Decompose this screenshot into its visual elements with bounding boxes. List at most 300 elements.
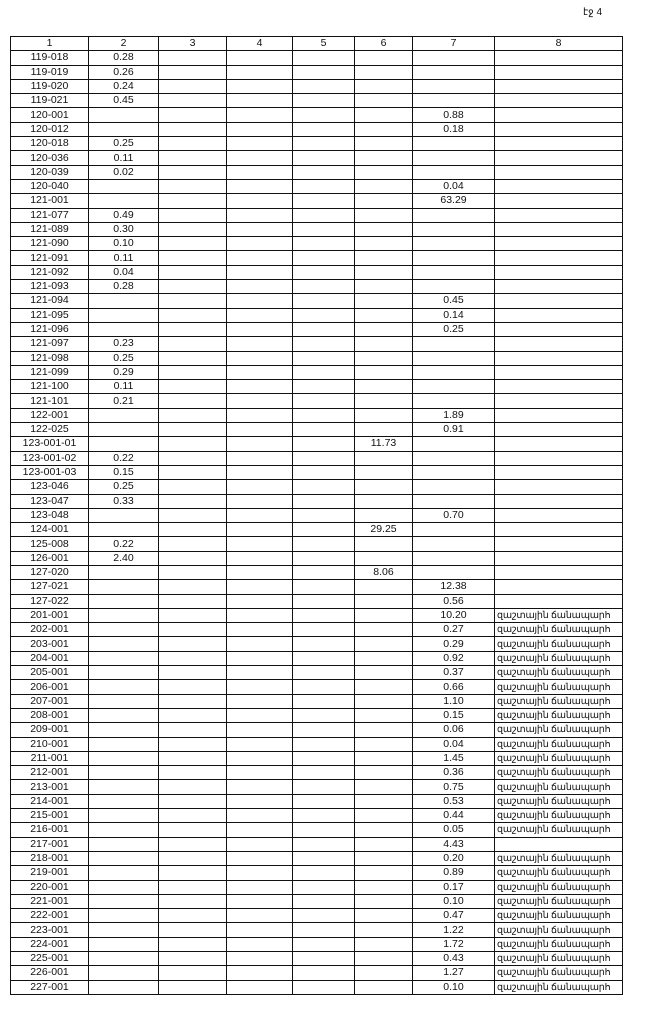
- table-cell: 0.30: [89, 222, 159, 236]
- table-cell: [495, 365, 623, 379]
- table-cell: 11.73: [355, 437, 413, 451]
- table-cell: [293, 723, 355, 737]
- table-cell: 0.33: [89, 494, 159, 508]
- table-cell: [413, 94, 495, 108]
- table-cell: [495, 837, 623, 851]
- table-cell: [227, 723, 293, 737]
- table-cell: [495, 494, 623, 508]
- table-cell: 121-095: [11, 308, 89, 322]
- table-cell: [227, 122, 293, 136]
- table-cell: [227, 251, 293, 265]
- table-cell: 1.89: [413, 408, 495, 422]
- table-cell: [89, 894, 159, 908]
- table-cell: [227, 751, 293, 765]
- table-cell: [495, 280, 623, 294]
- table-cell: [159, 79, 227, 93]
- table-cell: [159, 766, 227, 780]
- table-cell: [355, 980, 413, 994]
- table-cell: [293, 222, 355, 236]
- table-cell: [293, 866, 355, 880]
- table-row: [11, 122, 623, 136]
- table-cell: [413, 437, 495, 451]
- table-cell: [159, 251, 227, 265]
- table-cell: [293, 108, 355, 122]
- table-cell: [89, 680, 159, 694]
- column-header: 8: [495, 37, 623, 51]
- table-cell: [355, 537, 413, 551]
- table-cell: [413, 79, 495, 93]
- table-cell: զաշտային ճանապարհ: [495, 751, 623, 765]
- table-cell: 123-047: [11, 494, 89, 508]
- table-cell: 0.29: [413, 637, 495, 651]
- column-header: 6: [355, 37, 413, 51]
- table-cell: 127-022: [11, 594, 89, 608]
- table-cell: [293, 179, 355, 193]
- table-cell: [495, 408, 623, 422]
- table-cell: [159, 265, 227, 279]
- table-cell: [159, 751, 227, 765]
- table-cell: [89, 179, 159, 193]
- table-cell: զաշտային ճանապարհ: [495, 651, 623, 665]
- table-cell: [355, 265, 413, 279]
- table-cell: [227, 51, 293, 65]
- table-cell: [227, 265, 293, 279]
- table-row: [11, 809, 623, 823]
- table-cell: զաշտային ճանապարհ: [495, 880, 623, 894]
- table-cell: 121-098: [11, 351, 89, 365]
- table-cell: [293, 251, 355, 265]
- table-cell: [293, 480, 355, 494]
- table-cell: [159, 508, 227, 522]
- table-cell: [89, 851, 159, 865]
- table-cell: [293, 365, 355, 379]
- table-cell: [293, 280, 355, 294]
- table-cell: 120-040: [11, 179, 89, 193]
- table-cell: 0.23: [89, 337, 159, 351]
- table-cell: զաշտային ճանապարհ: [495, 680, 623, 694]
- table-cell: [159, 394, 227, 408]
- table-cell: [355, 65, 413, 79]
- table-cell: [227, 380, 293, 394]
- table-cell: 121-096: [11, 322, 89, 336]
- table-cell: [227, 551, 293, 565]
- table-cell: [89, 923, 159, 937]
- table-cell: 0.04: [413, 737, 495, 751]
- table-cell: [413, 165, 495, 179]
- table-cell: 0.24: [89, 79, 159, 93]
- column-header: 5: [293, 37, 355, 51]
- table-row: [11, 108, 623, 122]
- table-row: [11, 480, 623, 494]
- table-row: [11, 923, 623, 937]
- table-row: [11, 723, 623, 737]
- table-cell: [495, 322, 623, 336]
- table-cell: 201-001: [11, 608, 89, 622]
- table-cell: [293, 780, 355, 794]
- table-cell: [159, 880, 227, 894]
- page-number: էջ 4: [583, 7, 603, 18]
- table-cell: [413, 151, 495, 165]
- table-cell: 0.89: [413, 866, 495, 880]
- table-cell: [159, 337, 227, 351]
- table-cell: 223-001: [11, 923, 89, 937]
- table-cell: 216-001: [11, 823, 89, 837]
- table-cell: [293, 465, 355, 479]
- table-cell: [355, 866, 413, 880]
- table-cell: [495, 222, 623, 236]
- table-cell: [89, 966, 159, 980]
- table-cell: [293, 79, 355, 93]
- table-cell: [227, 623, 293, 637]
- table-cell: [355, 894, 413, 908]
- table-cell: [227, 952, 293, 966]
- table-row: [11, 380, 623, 394]
- table-row: [11, 79, 623, 93]
- table-cell: [227, 394, 293, 408]
- table-cell: զաշտային ճանապարհ: [495, 694, 623, 708]
- table-cell: [293, 952, 355, 966]
- table-cell: [159, 122, 227, 136]
- table-cell: [89, 437, 159, 451]
- table-cell: [355, 680, 413, 694]
- table-cell: [159, 208, 227, 222]
- table-cell: զաշտային ճանապարհ: [495, 851, 623, 865]
- table-cell: [293, 966, 355, 980]
- table-cell: [227, 708, 293, 722]
- table-cell: 0.25: [89, 351, 159, 365]
- table-cell: [495, 480, 623, 494]
- table-cell: [227, 694, 293, 708]
- table-cell: [89, 637, 159, 651]
- table-cell: [159, 423, 227, 437]
- table-cell: 125-008: [11, 537, 89, 551]
- table-cell: 0.06: [413, 723, 495, 737]
- table-cell: [293, 408, 355, 422]
- table-cell: [355, 351, 413, 365]
- table-cell: 0.75: [413, 780, 495, 794]
- table-cell: [495, 165, 623, 179]
- table-cell: զաշտային ճանապարհ: [495, 823, 623, 837]
- table-cell: [89, 294, 159, 308]
- table-cell: 217-001: [11, 837, 89, 851]
- table-cell: [413, 251, 495, 265]
- table-cell: [355, 623, 413, 637]
- table-cell: [293, 494, 355, 508]
- table-cell: [227, 880, 293, 894]
- table-cell: 127-021: [11, 580, 89, 594]
- table-cell: 0.11: [89, 151, 159, 165]
- table-cell: [293, 608, 355, 622]
- table-cell: [159, 451, 227, 465]
- table-cell: [159, 351, 227, 365]
- table-cell: [355, 94, 413, 108]
- table-cell: [227, 909, 293, 923]
- table-cell: [355, 337, 413, 351]
- table-cell: [89, 651, 159, 665]
- table-cell: [413, 65, 495, 79]
- table-cell: 121-100: [11, 380, 89, 394]
- table-cell: [355, 108, 413, 122]
- table-cell: [159, 623, 227, 637]
- table-cell: 0.91: [413, 423, 495, 437]
- table-cell: 203-001: [11, 637, 89, 651]
- table-cell: 0.28: [89, 280, 159, 294]
- table-cell: [355, 737, 413, 751]
- table-cell: [159, 694, 227, 708]
- table-cell: [293, 809, 355, 823]
- table-cell: [293, 94, 355, 108]
- land-parcel-table: [10, 36, 623, 995]
- column-header: 3: [159, 37, 227, 51]
- table-cell: [89, 122, 159, 136]
- table-cell: [227, 794, 293, 808]
- table-cell: 1.27: [413, 966, 495, 980]
- table-cell: [413, 51, 495, 65]
- table-cell: [495, 551, 623, 565]
- table-cell: [89, 880, 159, 894]
- table-cell: [159, 923, 227, 937]
- table-cell: [413, 551, 495, 565]
- table-cell: [159, 966, 227, 980]
- table-cell: [227, 65, 293, 79]
- table-cell: [227, 737, 293, 751]
- table-cell: 10.20: [413, 608, 495, 622]
- table-cell: զաշտային ճանապարհ: [495, 909, 623, 923]
- table-cell: [227, 809, 293, 823]
- table-cell: [227, 137, 293, 151]
- table-row: [11, 608, 623, 622]
- table-cell: զաշտային ճանապարհ: [495, 780, 623, 794]
- column-header: 7: [413, 37, 495, 51]
- table-cell: [293, 137, 355, 151]
- table-row: [11, 408, 623, 422]
- table-cell: [293, 894, 355, 908]
- table-row: [11, 851, 623, 865]
- table-cell: [355, 952, 413, 966]
- table-cell: [293, 508, 355, 522]
- table-cell: 119-019: [11, 65, 89, 79]
- table-cell: [89, 809, 159, 823]
- table-cell: 0.04: [89, 265, 159, 279]
- table-cell: 219-001: [11, 866, 89, 880]
- table-cell: [159, 937, 227, 951]
- table-cell: [413, 537, 495, 551]
- table-cell: [355, 637, 413, 651]
- table-row: [11, 594, 623, 608]
- table-cell: [159, 737, 227, 751]
- table-cell: [293, 708, 355, 722]
- table-cell: [227, 237, 293, 251]
- table-cell: [495, 508, 623, 522]
- table-cell: [227, 523, 293, 537]
- table-cell: [355, 408, 413, 422]
- table-cell: [355, 809, 413, 823]
- table-cell: [293, 122, 355, 136]
- table-cell: [227, 966, 293, 980]
- table-cell: 0.15: [413, 708, 495, 722]
- table-cell: [495, 423, 623, 437]
- table-row: [11, 222, 623, 236]
- table-row: [11, 637, 623, 651]
- table-cell: 221-001: [11, 894, 89, 908]
- table-cell: 0.22: [89, 451, 159, 465]
- table-cell: [227, 151, 293, 165]
- table-cell: [227, 894, 293, 908]
- header-row: [11, 37, 623, 51]
- table-cell: 121-001: [11, 194, 89, 208]
- table-cell: [355, 165, 413, 179]
- table-cell: [227, 837, 293, 851]
- table-cell: [293, 294, 355, 308]
- table-cell: [159, 51, 227, 65]
- table-cell: [495, 294, 623, 308]
- table-cell: [159, 308, 227, 322]
- table-row: [11, 237, 623, 251]
- table-cell: [293, 694, 355, 708]
- table-cell: 207-001: [11, 694, 89, 708]
- table-cell: զաշտային ճանապարհ: [495, 708, 623, 722]
- table-cell: 0.28: [89, 51, 159, 65]
- table-cell: [355, 823, 413, 837]
- table-cell: [293, 65, 355, 79]
- table-row: [11, 394, 623, 408]
- table-cell: [413, 394, 495, 408]
- table-cell: [159, 723, 227, 737]
- table-row: [11, 423, 623, 437]
- table-cell: [355, 909, 413, 923]
- table-cell: զաշտային ճանապարհ: [495, 952, 623, 966]
- table-cell: [89, 737, 159, 751]
- table-cell: [355, 494, 413, 508]
- table-cell: 0.05: [413, 823, 495, 837]
- table-cell: զաշտային ճանապարհ: [495, 866, 623, 880]
- table-cell: 12.38: [413, 580, 495, 594]
- table-row: [11, 265, 623, 279]
- table-cell: 225-001: [11, 952, 89, 966]
- table-cell: 120-001: [11, 108, 89, 122]
- table-cell: 0.47: [413, 909, 495, 923]
- table-cell: [227, 580, 293, 594]
- table-cell: [227, 637, 293, 651]
- table-cell: 121-097: [11, 337, 89, 351]
- table-cell: [293, 437, 355, 451]
- table-cell: [355, 580, 413, 594]
- table-cell: [293, 823, 355, 837]
- table-cell: [227, 465, 293, 479]
- table-cell: [495, 79, 623, 93]
- table-cell: 121-094: [11, 294, 89, 308]
- table-cell: [355, 208, 413, 222]
- table-cell: [293, 751, 355, 765]
- table-cell: [355, 723, 413, 737]
- table-cell: 0.15: [89, 465, 159, 479]
- table-cell: [413, 451, 495, 465]
- table-cell: 0.10: [89, 237, 159, 251]
- table-cell: [159, 365, 227, 379]
- table-cell: [413, 494, 495, 508]
- table-cell: [293, 623, 355, 637]
- table-row: [11, 179, 623, 193]
- table-cell: [89, 823, 159, 837]
- table-cell: [159, 237, 227, 251]
- table-cell: [89, 523, 159, 537]
- table-cell: [293, 794, 355, 808]
- table-cell: զաշտային ճանապարհ: [495, 623, 623, 637]
- table-cell: [159, 651, 227, 665]
- table-cell: 0.53: [413, 794, 495, 808]
- table-row: [11, 751, 623, 765]
- table-cell: [227, 408, 293, 422]
- table-cell: [355, 608, 413, 622]
- table-cell: [227, 923, 293, 937]
- table-row: [11, 780, 623, 794]
- table-cell: զաշտային ճանապարհ: [495, 794, 623, 808]
- table-cell: [495, 351, 623, 365]
- table-cell: [355, 751, 413, 765]
- table-cell: [495, 65, 623, 79]
- table-cell: [293, 923, 355, 937]
- table-cell: 124-001: [11, 523, 89, 537]
- table-cell: [495, 137, 623, 151]
- table-cell: [355, 794, 413, 808]
- table-cell: [159, 809, 227, 823]
- table-cell: [89, 780, 159, 794]
- table-cell: [159, 179, 227, 193]
- table-row: [11, 894, 623, 908]
- table-cell: [293, 165, 355, 179]
- table-cell: [355, 394, 413, 408]
- table-cell: [227, 866, 293, 880]
- table-cell: [495, 208, 623, 222]
- table-cell: [413, 237, 495, 251]
- table-cell: 0.26: [89, 65, 159, 79]
- table-cell: զաշտային ճանապարհ: [495, 966, 623, 980]
- table-cell: [413, 351, 495, 365]
- table-row: [11, 523, 623, 537]
- table-cell: [159, 65, 227, 79]
- table-row: [11, 51, 623, 65]
- table-cell: 218-001: [11, 851, 89, 865]
- table-row: [11, 580, 623, 594]
- table-cell: զաշտային ճանապարհ: [495, 737, 623, 751]
- table-cell: [159, 980, 227, 994]
- table-cell: [227, 851, 293, 865]
- table-cell: [159, 523, 227, 537]
- table-row: [11, 65, 623, 79]
- table-cell: 0.21: [89, 394, 159, 408]
- table-cell: [89, 594, 159, 608]
- table-cell: զաշտային ճանապարհ: [495, 923, 623, 937]
- table-cell: [293, 680, 355, 694]
- table-cell: [89, 866, 159, 880]
- table-cell: 123-046: [11, 480, 89, 494]
- table-cell: [227, 280, 293, 294]
- table-cell: [89, 408, 159, 422]
- table-row: [11, 708, 623, 722]
- table-cell: [159, 465, 227, 479]
- table-cell: [159, 794, 227, 808]
- table-cell: [495, 451, 623, 465]
- table-cell: 0.17: [413, 880, 495, 894]
- table-cell: 29.25: [355, 523, 413, 537]
- table-cell: 126-001: [11, 551, 89, 565]
- table-cell: [355, 122, 413, 136]
- table-cell: 121-089: [11, 222, 89, 236]
- table-row: [11, 823, 623, 837]
- table-cell: [293, 523, 355, 537]
- table-row: [11, 365, 623, 379]
- table-cell: 1.72: [413, 937, 495, 951]
